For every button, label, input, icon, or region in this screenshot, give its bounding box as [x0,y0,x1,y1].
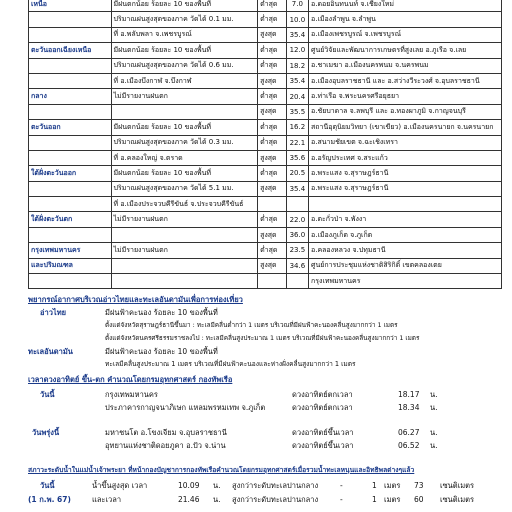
table-row [29,243,502,258]
cell-desc: ที่ อ.เมืองบึงกาฬ จ.บึงกาฬ [111,73,258,88]
cell-region [29,197,112,212]
sun-time: 18.17 [398,390,420,399]
cell-desc: ที่ อ.พลับพลา จ.เพชรบูรณ์ [111,27,258,42]
cell-location: อ.เมืองลำพูน จ.ลำพูน [309,12,502,27]
cell-region [29,150,112,165]
cell-value: 35.4 [286,73,308,88]
sun-unit: น. [430,390,438,399]
table-row [29,227,502,242]
table-row [29,150,502,165]
cell-region [29,58,112,73]
table-row [29,212,502,227]
table-row [29,27,502,42]
sun-event: ดวงอาทิตย์ตกเวลา [292,403,353,412]
tide-dash: - [340,495,343,504]
cell-desc: มีฝนตกน้อย ร้อยละ 10 ของพื้นที่ [111,166,258,181]
cell-region: เหนือ [29,0,112,12]
cell-location: อ.พระแสง จ.สุราษฎร์ธานี [309,166,502,181]
tide-cm: 73 [414,481,424,490]
tide-desc: สูงกว่าระดับทะเลปานกลาง [232,495,319,504]
tide-cm: 60 [414,495,424,504]
cell-type: ต่ำสุด [258,135,287,150]
cell-location: ศูนย์วิจัยและพัฒนาการเกษตรที่สูงเลย อ.ภูเรือ จ.เลย [309,43,502,58]
cell-value: 7.0 [286,0,308,12]
marine-heading: พยากรณ์อากาศบริเวณอ่าวไทยและทะเลอันดามันเพื่อการท่องเที่ยว [28,295,243,304]
cell-location: อ.เมืองอุบลราชธานี และ อ.สว่างวีระวงศ์ จ.อุบลราชธานี [309,73,502,88]
cell-value: 36.0 [286,227,308,242]
sun-time: 18.34 [398,403,420,412]
sun-place: อุทยานแห่งชาติดอยภูคา อ.ปัว จ.น่าน [105,441,226,450]
cell-value: 35.4 [286,27,308,42]
cell-type [258,274,287,289]
table-row [29,258,502,273]
cell-value: 22.0 [286,212,308,227]
cell-value [286,274,308,289]
tide-m_unit: เมตร [384,481,401,490]
cell-location: อ.ตะกั่วป่า จ.พังงา [309,212,502,227]
cell-location: อ.ท่าเรือ จ.พระนครศรีอยุธยา [309,89,502,104]
sun-place: กรุงเทพมหานคร [105,390,158,399]
cell-type: ต่ำสุด [258,243,287,258]
tide-meters: 1 [372,481,377,490]
tide-label: และเวลา [92,495,122,504]
cell-region [29,135,112,150]
cell-desc: มีฝนตกน้อย ร้อยละ 10 ของพื้นที่ [111,120,258,135]
sun-time: 06.27 [398,428,420,437]
cell-region [29,274,112,289]
cell-location: สถานีอุตุนิยมวิทยา (เขาเขียว) อ.เมืองนครนายก จ.นครนายก [309,120,502,135]
tide-desc: สูงกว่าระดับทะเลปานกลาง [232,481,319,490]
cell-value: 18.2 [286,58,308,73]
cell-type: สูงสุด [258,73,287,88]
cell-region: ตะวันออกเฉียงเหนือ [29,43,112,58]
sun-place: ประภาคารกาญจนาภิเษก แหลมพรหมเทพ จ.ภูเก็ต [105,403,266,412]
cell-desc: ปริมาณฝนสูงสุดของภาค วัดได้ 5.1 มม. [111,181,258,196]
cell-location: ศูนย์การประชุมแห่งชาติสิริกิติ์ เขตคลองเตย [309,258,502,273]
sun-event: ดวงอาทิตย์ขึ้นเวลา [292,441,354,450]
cell-value: 20.4 [286,89,308,104]
cell-value: 10.0 [286,12,308,27]
table-row [29,89,502,104]
cell-location: กรุงเทพมหานคร [309,274,502,289]
cell-region [29,104,112,119]
sun-time: 06.52 [398,441,420,450]
gulf-label: อ่าวไทย [40,308,67,317]
cell-desc: ปริมาณฝนสูงสุดของภาค วัดได้ 0.3 มม. [111,135,258,150]
cell-region: ตะวันออก [29,120,112,135]
cell-value: 16.2 [286,120,308,135]
cell-type: ต่ำสุด [258,12,287,27]
table-row [29,274,502,289]
table-row [29,197,502,212]
cell-region: ใต้ฝั่งตะวันออก [29,166,112,181]
cell-value: 23.5 [286,243,308,258]
sun-unit: น. [430,428,438,437]
cell-desc: ไม่มีรายงานฝนตก [111,243,258,258]
tide-heading: สภาวะระดับน้ำในแม่น้ำเจ้าพระยา ที่หน้ากองบัญชาการกองทัพเรือคำนวณโดยกรมอุทกศาสตร์เมื่อรวมน้ำทะเลหนุนและอิทธิพลต่างๆแล้ว [28,466,415,474]
cell-region [29,73,112,88]
table-row [29,104,502,119]
cell-type: ต่ำสุด [258,43,287,58]
cell-region [29,181,112,196]
table-row [29,135,502,150]
sun-place: มหาชนโต อ.โขงเจียม จ.อุบลราชธานี [105,428,227,437]
cell-region [29,27,112,42]
cell-region [29,12,112,27]
cell-region: กรุงเทพมหานคร [29,243,112,258]
cell-desc: ไม่มีรายงานฝนตก [111,212,258,227]
gulf-line-1: มีฝนฟ้าคะนอง ร้อยละ 10 ของพื้นที่ [105,308,218,317]
cell-type: ต่ำสุด [258,212,287,227]
tide-time: 10.09 [178,481,200,490]
cell-type: สูงสุด [258,258,287,273]
cell-value: 20.5 [286,166,308,181]
table-row [29,73,502,88]
cell-value: 35.4 [286,181,308,196]
cell-desc [111,274,258,289]
tide-date-label: (1 ก.พ. 67) [28,495,71,504]
cell-desc: ไม่มีรายงานฝนตก [111,89,258,104]
cell-desc: มีฝนตกน้อย ร้อยละ 10 ของพื้นที่ [111,43,258,58]
cell-type: สูงสุด [258,181,287,196]
sun-tomorrow-label: วันพรุ่งนี้ [32,428,60,437]
cell-desc [111,258,258,273]
tide-dash: - [340,481,343,490]
cell-desc [111,104,258,119]
table-row [29,120,502,135]
cell-region: กลาง [29,89,112,104]
cell-desc [111,227,258,242]
cell-desc: ปริมาณฝนสูงสุดของภาค วัดได้ 0.6 มม. [111,58,258,73]
cell-value: 34.6 [286,258,308,273]
tide-unit: น. [213,481,221,490]
gulf-line-3: ตั้งแต่จังหวัดนครศรีธรรมราชลงไป : ทะเลมีคลื่นสูงประมาณ 1 เมตร บริเวณที่มีฝนฟ้าคะนองคลื่นสูงมากกว่า 1 เมตร [105,334,420,342]
cell-location: อ.คลองหลวง จ.ปทุมธานี [309,243,502,258]
andaman-line-1: มีฝนฟ้าคะนอง ร้อยละ 10 ของพื้นที่ [105,347,218,356]
cell-type [258,197,287,212]
cell-value: 35.6 [286,150,308,165]
cell-location: อ.ชัยบาดาล จ.ลพบุรี และ อ.ทองผาภูมิ จ.กาญจนบุรี [309,104,502,119]
cell-location [309,197,502,212]
sun-unit: น. [430,403,438,412]
cell-location: อ.ชาเมฆา อ.เมืองนครพนม จ.นครพนม [309,58,502,73]
cell-location: อ.สนามชัยเขต จ.ฉะเชิงเทรา [309,135,502,150]
cell-region: และปริมณฑล [29,258,112,273]
tide-m_unit: เมตร [384,495,401,504]
andaman-label: ทะเลอันดามัน [28,347,73,356]
gulf-line-2: ตั้งแต่จังหวัดสุราษฎร์ธานีขึ้นมา : ทะเลมีคลื่นต่ำกว่า 1 เมตร บริเวณที่มีฝนฟ้าคะนองคลื่นสูงมากกว่า 1 เมตร [105,321,398,329]
cell-desc: ที่ อ.คลองใหญ่ จ.ตราด [111,150,258,165]
cell-type: ต่ำสุด [258,58,287,73]
table-row [29,0,502,12]
weather-table [28,0,502,289]
tide-day-label: วันนี้ [40,481,55,490]
cell-location: อ.อรัญประเทศ จ.สระแก้ว [309,150,502,165]
cell-type: ต่ำสุด [258,89,287,104]
cell-location: อ.เมืองเพชรบูรณ์ จ.เพชรบูรณ์ [309,27,502,42]
table-row [29,166,502,181]
cell-location: อ.เมืองภูเก็ต จ.ภูเก็ต [309,227,502,242]
cell-type: ต่ำสุด [258,0,287,12]
cell-value: 22.1 [286,135,308,150]
cell-region [29,227,112,242]
table-row [29,12,502,27]
cell-type: สูงสุด [258,27,287,42]
table-row [29,181,502,196]
cell-type: ต่ำสุด [258,120,287,135]
table-row [29,58,502,73]
cell-location: อ.ดอยอินทนนท์ จ.เชียงใหม่ [309,0,502,12]
tide-label: น้ำขึ้นสูงสุด เวลา [92,481,148,490]
tide-meters: 1 [372,495,377,504]
andaman-line-2: ทะเลมีคลื่นสูงประมาณ 1 เมตร บริเวณที่มีฝนฟ้าคะนองและห่างฝั่งคลื่นสูงมากกว่า 1 เมตร [105,360,356,368]
cell-desc: มีฝนตกน้อย ร้อยละ 10 ของพื้นที่ [111,0,258,12]
cell-location: อ.พระแสง จ.สุราษฎร์ธานี [309,181,502,196]
cell-value [286,197,308,212]
table-row [29,43,502,58]
cell-desc: ปริมาณฝนสูงสุดของภาค วัดได้ 0.1 มม. [111,12,258,27]
cell-type: สูงสุด [258,227,287,242]
sun-event: ดวงอาทิตย์ขึ้นเวลา [292,428,354,437]
tide-time: 21.46 [178,495,200,504]
sun-today-label: วันนี้ [40,390,55,399]
sun-event: ดวงอาทิตย์ตกเวลา [292,390,353,399]
sun-unit: น. [430,441,438,450]
sun-heading: เวลาดวงอาทิตย์ ขึ้น-ตก คำนวณโดยกรมอุทกศาสตร์ กองทัพเรือ [28,375,233,384]
cell-type: สูงสุด [258,150,287,165]
tide-unit: น. [213,495,221,504]
cell-type: ต่ำสุด [258,166,287,181]
cell-value: 35.5 [286,104,308,119]
cell-type: สูงสุด [258,104,287,119]
cell-region: ใต้ฝั่งตะวันตก [29,212,112,227]
tide-cm_unit: เซนติเมตร [440,495,475,504]
cell-value: 12.0 [286,43,308,58]
tide-cm_unit: เซนติเมตร [440,481,475,490]
cell-desc: ที่ อ.เมืองประจวบคีรีขันธ์ จ.ประจวบคีรีขันธ์ [111,197,258,212]
